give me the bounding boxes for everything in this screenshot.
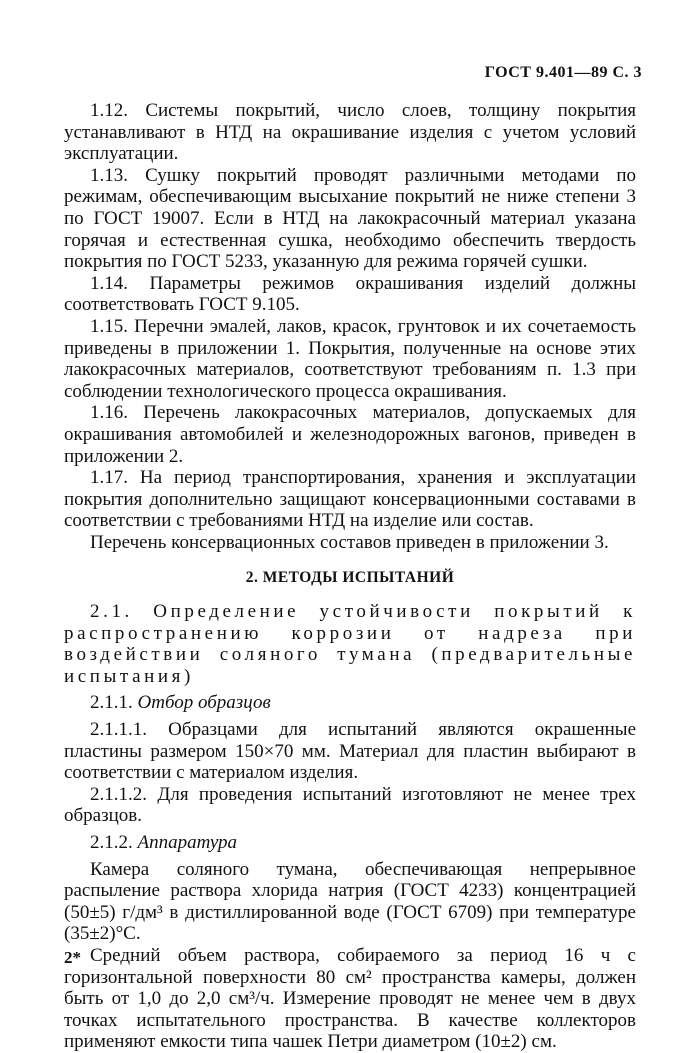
paragraph-1-17-note: Перечень консервационных составов приведен в приложении 3. <box>90 531 609 553</box>
paragraph-1-15: 1.15. Перечни эмалей, лаков, красок, грунтовок и их сочетаемость приведены в приложении 1. Покрытия, полученные на основе этих лакокрасочных материалов, соответствуют требованиям п. 1.3 при соблюдении технологического процесса окрашивания. <box>64 315 636 402</box>
paragraph-1-17: 1.17. На период транспортирования, хранения и эксплуатации покрытия дополнительно защищают консервационными составами в соответствии с требованиями НТД на изделие или состав. <box>64 467 636 532</box>
paragraph-volume: Средний объем раствора, собираемого за период 16 ч с горизонтальной поверхности 80 см² пространства камеры, должен быть от 1,0 до 2,0 см³/ч. Измерение проводят не менее чем в двух точках испытательного пространства. В качестве коллекторов применяют емкости типа чашек Петри диаметром (10±2) см. <box>64 944 636 1053</box>
section-heading: 2. МЕТОДЫ ИСПЫТАНИЙ <box>245 569 455 587</box>
subheading-2-1-1 <box>64 692 636 714</box>
paragraph-1-12: 1.12. Системы покрытий, число слоев, толщину покрытия устанавливают в НТД на окрашивание изделия с учетом условий эксплуатации. <box>64 100 636 165</box>
paragraph-1-14: 1.14. Параметры режимов окрашивания изделий должны соответствовать ГОСТ 9.105. <box>64 272 636 316</box>
paragraph-2-1: 2.1. Определение устойчивости покрытий к распространению коррозии от надреза при воздействии соляного тумана (предварительные испытания) <box>64 601 636 687</box>
subheading-number: 2.1.2. <box>90 832 133 853</box>
subheading-title: Аппаратура <box>137 832 238 853</box>
page-footer-mark: 2* <box>64 948 81 967</box>
document-body <box>64 100 636 1053</box>
subheading-title: Отбор образцов <box>137 692 271 714</box>
paragraph-2-1-1-2: 2.1.1.2. Для проведения испытаний изготовляют не менее трех образцов. <box>64 783 636 827</box>
paragraph-2-1-1-1: 2.1.1.1. Образцами для испытаний являются окрашенные пластины размером 150×70 мм. Материал для пластин выбирают в соответствии с материалом изделия. <box>64 719 636 784</box>
subheading-number: 2.1.1. <box>90 692 133 714</box>
paragraph-1-16: 1.16. Перечень лакокрасочных материалов, допускаемых для окрашивания автомобилей и железнодорожных вагонов, приведен в приложении 2. <box>64 402 636 467</box>
subheading-2-1-2 <box>64 832 636 854</box>
page-header: ГОСТ 9.401—89 С. 3 <box>484 64 642 81</box>
paragraph-1-13: 1.13. Сушку покрытий проводят различными методами по режимам, обеспечивающим высыхание покрытий не ниже степени 3 по ГОСТ 19007. Если в НТД на лакокрасочный материал указана горячая и естественная сушка, необходимо обеспечить твердость покрытия по ГОСТ 5233, указанную для режима горячей сушки. <box>64 164 636 273</box>
paragraph-camera: Камера соляного тумана, обеспечивающая непрерывное распыление раствора хлорида натрия (ГОСТ 4233) концентрацией (50±5) г/дм³ в дистиллированной воде (ГОСТ 6709) при температуре (35±2)°С. <box>64 858 636 945</box>
